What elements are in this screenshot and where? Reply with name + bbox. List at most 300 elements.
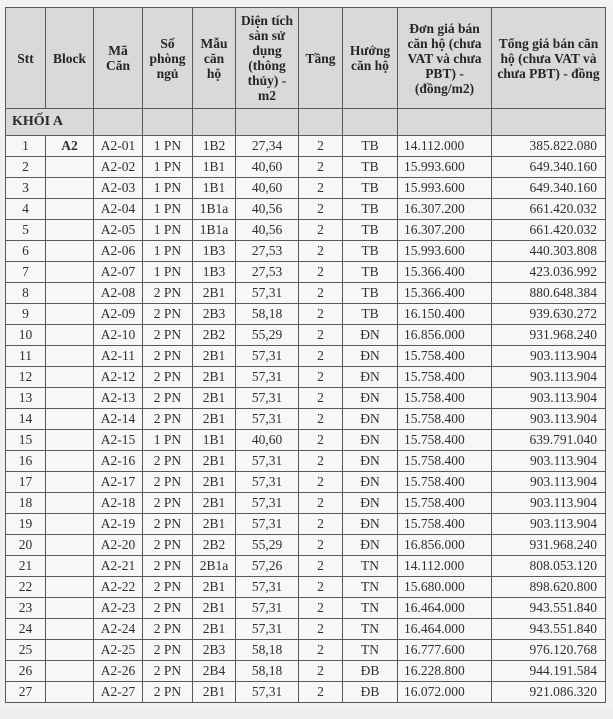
cell-stt: 15 <box>6 430 46 451</box>
cell-tong-gia: 903.113.904 <box>492 388 606 409</box>
cell-mau-can-ho: 2B4 <box>193 661 236 682</box>
table-row <box>6 556 606 577</box>
table-row <box>6 682 606 703</box>
cell-so-phong-ngu: 1 PN <box>143 430 193 451</box>
cell-don-gia: 15.993.600 <box>398 157 492 178</box>
cell-stt: 2 <box>6 157 46 178</box>
cell-stt: 4 <box>6 199 46 220</box>
cell-don-gia: 15.758.400 <box>398 472 492 493</box>
cell-tong-gia: 976.120.768 <box>492 640 606 661</box>
cell-tong-gia: 903.113.904 <box>492 472 606 493</box>
table-row <box>6 325 606 346</box>
cell-mau-can-ho: 2B1 <box>193 598 236 619</box>
cell-tang: 2 <box>299 283 343 304</box>
cell-stt: 23 <box>6 598 46 619</box>
cell-ma-can: A2-09 <box>94 304 143 325</box>
cell-block <box>46 157 94 178</box>
cell-so-phong-ngu: 2 PN <box>143 682 193 703</box>
cell-tong-gia: 943.551.840 <box>492 598 606 619</box>
cell-so-phong-ngu: 2 PN <box>143 346 193 367</box>
cell-mau-can-ho: 2B1 <box>193 367 236 388</box>
cell-huong: TB <box>343 157 398 178</box>
cell-stt: 6 <box>6 241 46 262</box>
cell-mau-can-ho: 1B1a <box>193 199 236 220</box>
table-row <box>6 514 606 535</box>
cell-don-gia: 15.993.600 <box>398 178 492 199</box>
cell-stt: 10 <box>6 325 46 346</box>
cell-dien-tich: 27,34 <box>236 136 299 157</box>
table-row <box>6 535 606 556</box>
cell-huong: TB <box>343 262 398 283</box>
cell-tong-gia: 943.551.840 <box>492 619 606 640</box>
cell-dien-tich: 27,53 <box>236 262 299 283</box>
cell-tang: 2 <box>299 136 343 157</box>
cell-dien-tich: 57,31 <box>236 367 299 388</box>
cell-block <box>46 241 94 262</box>
cell-dien-tich: 27,53 <box>236 241 299 262</box>
cell-block <box>46 388 94 409</box>
cell-don-gia: 15.680.000 <box>398 577 492 598</box>
cell-mau-can-ho: 2B1 <box>193 388 236 409</box>
cell-block <box>46 346 94 367</box>
cell-don-gia: 16.150.400 <box>398 304 492 325</box>
table-row <box>6 577 606 598</box>
cell-huong: ĐN <box>343 409 398 430</box>
cell-tang: 2 <box>299 619 343 640</box>
cell-so-phong-ngu: 2 PN <box>143 472 193 493</box>
table-row <box>6 220 606 241</box>
cell-block <box>46 409 94 430</box>
cell-huong: ĐN <box>343 430 398 451</box>
cell-ma-can: A2-02 <box>94 157 143 178</box>
cell-so-phong-ngu: 2 PN <box>143 640 193 661</box>
group-cell-empty <box>236 109 299 136</box>
table-row <box>6 409 606 430</box>
group-cell-empty <box>398 109 492 136</box>
cell-don-gia: 16.307.200 <box>398 199 492 220</box>
cell-tang: 2 <box>299 367 343 388</box>
header-so-phong-ngu: Số phòng ngủ <box>143 8 193 109</box>
cell-block <box>46 199 94 220</box>
cell-so-phong-ngu: 2 PN <box>143 661 193 682</box>
cell-dien-tich: 58,18 <box>236 640 299 661</box>
cell-huong: ĐN <box>343 493 398 514</box>
cell-huong: ĐN <box>343 325 398 346</box>
cell-tang: 2 <box>299 178 343 199</box>
cell-ma-can: A2-05 <box>94 220 143 241</box>
table-row <box>6 472 606 493</box>
cell-ma-can: A2-22 <box>94 577 143 598</box>
cell-tang: 2 <box>299 661 343 682</box>
cell-block <box>46 178 94 199</box>
cell-tong-gia: 898.620.800 <box>492 577 606 598</box>
group-cell-empty <box>143 109 193 136</box>
group-cell-empty <box>193 109 236 136</box>
cell-dien-tich: 57,31 <box>236 451 299 472</box>
cell-tong-gia: 903.113.904 <box>492 451 606 472</box>
cell-ma-can: A2-24 <box>94 619 143 640</box>
apartment-price-table <box>5 7 606 703</box>
cell-ma-can: A2-27 <box>94 682 143 703</box>
cell-huong: ĐN <box>343 514 398 535</box>
table-row <box>6 136 606 157</box>
cell-tang: 2 <box>299 451 343 472</box>
cell-mau-can-ho: 2B1 <box>193 346 236 367</box>
cell-don-gia: 16.228.800 <box>398 661 492 682</box>
cell-don-gia: 16.307.200 <box>398 220 492 241</box>
table-row <box>6 283 606 304</box>
cell-ma-can: A2-08 <box>94 283 143 304</box>
cell-block <box>46 682 94 703</box>
page-top-margin <box>0 0 613 7</box>
cell-so-phong-ngu: 1 PN <box>143 178 193 199</box>
cell-tong-gia: 639.791.040 <box>492 430 606 451</box>
cell-so-phong-ngu: 2 PN <box>143 514 193 535</box>
cell-tong-gia: 903.113.904 <box>492 514 606 535</box>
cell-mau-can-ho: 2B1 <box>193 577 236 598</box>
cell-block <box>46 367 94 388</box>
cell-tang: 2 <box>299 556 343 577</box>
cell-mau-can-ho: 1B2 <box>193 136 236 157</box>
cell-mau-can-ho: 2B1 <box>193 283 236 304</box>
group-row-khoi-a <box>6 109 606 136</box>
cell-tong-gia: 880.648.384 <box>492 283 606 304</box>
cell-tong-gia: 921.086.320 <box>492 682 606 703</box>
cell-don-gia: 16.856.000 <box>398 535 492 556</box>
cell-mau-can-ho: 2B1 <box>193 451 236 472</box>
cell-stt: 20 <box>6 535 46 556</box>
cell-tang: 2 <box>299 325 343 346</box>
cell-dien-tich: 40,60 <box>236 178 299 199</box>
table-row <box>6 262 606 283</box>
table-row <box>6 493 606 514</box>
cell-tang: 2 <box>299 577 343 598</box>
cell-don-gia: 15.993.600 <box>398 241 492 262</box>
table-row <box>6 199 606 220</box>
cell-tong-gia: 931.968.240 <box>492 325 606 346</box>
cell-so-phong-ngu: 1 PN <box>143 157 193 178</box>
header-huong: Hướng căn hộ <box>343 8 398 109</box>
cell-don-gia: 15.758.400 <box>398 388 492 409</box>
cell-so-phong-ngu: 1 PN <box>143 262 193 283</box>
cell-dien-tich: 40,56 <box>236 220 299 241</box>
cell-don-gia: 15.366.400 <box>398 283 492 304</box>
cell-so-phong-ngu: 2 PN <box>143 598 193 619</box>
cell-block <box>46 451 94 472</box>
cell-tong-gia: 385.822.080 <box>492 136 606 157</box>
cell-dien-tich: 57,31 <box>236 388 299 409</box>
cell-block <box>46 283 94 304</box>
cell-huong: ĐN <box>343 388 398 409</box>
table-row <box>6 178 606 199</box>
cell-dien-tich: 57,26 <box>236 556 299 577</box>
cell-stt: 24 <box>6 619 46 640</box>
cell-so-phong-ngu: 2 PN <box>143 388 193 409</box>
cell-dien-tich: 55,29 <box>236 535 299 556</box>
cell-ma-can: A2-21 <box>94 556 143 577</box>
cell-block <box>46 262 94 283</box>
cell-dien-tich: 57,31 <box>236 346 299 367</box>
cell-mau-can-ho: 2B1 <box>193 493 236 514</box>
page-bottom-margin <box>0 710 613 719</box>
table-row <box>6 157 606 178</box>
cell-ma-can: A2-25 <box>94 640 143 661</box>
cell-dien-tich: 58,18 <box>236 304 299 325</box>
cell-so-phong-ngu: 1 PN <box>143 220 193 241</box>
cell-dien-tich: 57,31 <box>236 493 299 514</box>
cell-so-phong-ngu: 2 PN <box>143 325 193 346</box>
cell-don-gia: 15.758.400 <box>398 346 492 367</box>
cell-tong-gia: 423.036.992 <box>492 262 606 283</box>
cell-so-phong-ngu: 1 PN <box>143 199 193 220</box>
table-row <box>6 388 606 409</box>
cell-tang: 2 <box>299 409 343 430</box>
cell-ma-can: A2-26 <box>94 661 143 682</box>
cell-huong: TN <box>343 619 398 640</box>
cell-don-gia: 15.758.400 <box>398 367 492 388</box>
cell-stt: 8 <box>6 283 46 304</box>
cell-ma-can: A2-11 <box>94 346 143 367</box>
cell-so-phong-ngu: 1 PN <box>143 241 193 262</box>
cell-block <box>46 325 94 346</box>
cell-dien-tich: 57,31 <box>236 514 299 535</box>
cell-tong-gia: 661.420.032 <box>492 220 606 241</box>
cell-mau-can-ho: 2B1 <box>193 682 236 703</box>
cell-tang: 2 <box>299 514 343 535</box>
cell-mau-can-ho: 1B1 <box>193 430 236 451</box>
cell-block <box>46 619 94 640</box>
cell-dien-tich: 55,29 <box>236 325 299 346</box>
cell-tong-gia: 649.340.160 <box>492 178 606 199</box>
cell-huong: TB <box>343 304 398 325</box>
cell-so-phong-ngu: 2 PN <box>143 577 193 598</box>
cell-stt: 21 <box>6 556 46 577</box>
cell-mau-can-ho: 2B1 <box>193 514 236 535</box>
cell-tong-gia: 931.968.240 <box>492 535 606 556</box>
cell-tang: 2 <box>299 241 343 262</box>
cell-tang: 2 <box>299 472 343 493</box>
cell-stt: 11 <box>6 346 46 367</box>
cell-huong: ĐB <box>343 682 398 703</box>
cell-don-gia: 16.464.000 <box>398 598 492 619</box>
cell-don-gia: 14.112.000 <box>398 136 492 157</box>
table-row <box>6 430 606 451</box>
cell-so-phong-ngu: 2 PN <box>143 619 193 640</box>
cell-so-phong-ngu: 2 PN <box>143 367 193 388</box>
cell-huong: TB <box>343 136 398 157</box>
cell-dien-tich: 57,31 <box>236 619 299 640</box>
cell-ma-can: A2-04 <box>94 199 143 220</box>
cell-tang: 2 <box>299 388 343 409</box>
cell-tong-gia: 939.630.272 <box>492 304 606 325</box>
cell-block <box>46 556 94 577</box>
cell-huong: ĐB <box>343 661 398 682</box>
cell-so-phong-ngu: 1 PN <box>143 136 193 157</box>
cell-tang: 2 <box>299 598 343 619</box>
cell-block <box>46 598 94 619</box>
cell-don-gia: 14.112.000 <box>398 556 492 577</box>
cell-ma-can: A2-20 <box>94 535 143 556</box>
cell-huong: TB <box>343 220 398 241</box>
cell-huong: TB <box>343 178 398 199</box>
cell-tang: 2 <box>299 304 343 325</box>
cell-block <box>46 304 94 325</box>
cell-stt: 1 <box>6 136 46 157</box>
cell-don-gia: 15.758.400 <box>398 451 492 472</box>
cell-huong: ĐN <box>343 346 398 367</box>
cell-huong: TB <box>343 199 398 220</box>
header-mau-can-ho: Mẫu căn hộ <box>193 8 236 109</box>
cell-stt: 19 <box>6 514 46 535</box>
cell-don-gia: 15.366.400 <box>398 262 492 283</box>
cell-tong-gia: 903.113.904 <box>492 493 606 514</box>
cell-so-phong-ngu: 2 PN <box>143 493 193 514</box>
cell-ma-can: A2-13 <box>94 388 143 409</box>
cell-ma-can: A2-18 <box>94 493 143 514</box>
cell-block <box>46 472 94 493</box>
cell-mau-can-ho: 2B2 <box>193 535 236 556</box>
cell-so-phong-ngu: 2 PN <box>143 283 193 304</box>
cell-huong: TN <box>343 577 398 598</box>
cell-huong: ĐN <box>343 535 398 556</box>
cell-tong-gia: 808.053.120 <box>492 556 606 577</box>
cell-huong: TB <box>343 241 398 262</box>
cell-block: A2 <box>46 136 94 157</box>
table-row <box>6 640 606 661</box>
cell-ma-can: A2-16 <box>94 451 143 472</box>
cell-mau-can-ho: 1B1a <box>193 220 236 241</box>
cell-ma-can: A2-23 <box>94 598 143 619</box>
cell-mau-can-ho: 1B1 <box>193 157 236 178</box>
cell-stt: 22 <box>6 577 46 598</box>
cell-block <box>46 220 94 241</box>
cell-tang: 2 <box>299 346 343 367</box>
table-header-row <box>6 8 606 109</box>
cell-huong: TN <box>343 598 398 619</box>
header-ma-can: Mã Căn <box>94 8 143 109</box>
cell-mau-can-ho: 1B1 <box>193 178 236 199</box>
header-dien-tich: Diện tích sàn sử dụng (thông thủy) - m2 <box>236 8 299 109</box>
cell-so-phong-ngu: 2 PN <box>143 409 193 430</box>
cell-ma-can: A2-15 <box>94 430 143 451</box>
cell-dien-tich: 40,60 <box>236 157 299 178</box>
cell-don-gia: 16.072.000 <box>398 682 492 703</box>
cell-don-gia: 15.758.400 <box>398 409 492 430</box>
cell-tong-gia: 903.113.904 <box>492 367 606 388</box>
cell-stt: 26 <box>6 661 46 682</box>
cell-stt: 5 <box>6 220 46 241</box>
cell-don-gia: 16.777.600 <box>398 640 492 661</box>
cell-block <box>46 661 94 682</box>
cell-tang: 2 <box>299 430 343 451</box>
header-stt: Stt <box>6 8 46 109</box>
cell-stt: 25 <box>6 640 46 661</box>
cell-block <box>46 493 94 514</box>
cell-don-gia: 16.856.000 <box>398 325 492 346</box>
header-don-gia: Đơn giá bán căn hộ (chưa VAT và chưa PBT) - (đồng/m2) <box>398 8 492 109</box>
cell-don-gia: 15.758.400 <box>398 430 492 451</box>
cell-stt: 18 <box>6 493 46 514</box>
group-label: KHỐI A <box>6 109 94 136</box>
cell-mau-can-ho: 2B3 <box>193 304 236 325</box>
cell-so-phong-ngu: 2 PN <box>143 535 193 556</box>
cell-so-phong-ngu: 2 PN <box>143 451 193 472</box>
cell-don-gia: 16.464.000 <box>398 619 492 640</box>
cell-block <box>46 577 94 598</box>
cell-tang: 2 <box>299 199 343 220</box>
cell-tang: 2 <box>299 220 343 241</box>
cell-stt: 16 <box>6 451 46 472</box>
cell-so-phong-ngu: 2 PN <box>143 556 193 577</box>
cell-tong-gia: 661.420.032 <box>492 199 606 220</box>
cell-huong: TB <box>343 283 398 304</box>
cell-tang: 2 <box>299 640 343 661</box>
table-row <box>6 661 606 682</box>
cell-mau-can-ho: 2B3 <box>193 640 236 661</box>
cell-ma-can: A2-07 <box>94 262 143 283</box>
cell-tong-gia: 944.191.584 <box>492 661 606 682</box>
cell-ma-can: A2-14 <box>94 409 143 430</box>
cell-block <box>46 514 94 535</box>
cell-mau-can-ho: 1B3 <box>193 241 236 262</box>
group-cell-empty <box>299 109 343 136</box>
group-cell-empty <box>94 109 143 136</box>
table-row <box>6 241 606 262</box>
cell-ma-can: A2-03 <box>94 178 143 199</box>
cell-huong: TN <box>343 556 398 577</box>
cell-tang: 2 <box>299 157 343 178</box>
cell-dien-tich: 58,18 <box>236 661 299 682</box>
cell-tong-gia: 649.340.160 <box>492 157 606 178</box>
cell-so-phong-ngu: 2 PN <box>143 304 193 325</box>
cell-mau-can-ho: 2B2 <box>193 325 236 346</box>
cell-tong-gia: 903.113.904 <box>492 346 606 367</box>
cell-dien-tich: 40,60 <box>236 430 299 451</box>
cell-tang: 2 <box>299 262 343 283</box>
cell-dien-tich: 57,31 <box>236 472 299 493</box>
group-cell-empty <box>492 109 606 136</box>
cell-don-gia: 15.758.400 <box>398 514 492 535</box>
cell-ma-can: A2-10 <box>94 325 143 346</box>
cell-stt: 7 <box>6 262 46 283</box>
cell-stt: 9 <box>6 304 46 325</box>
cell-dien-tich: 57,31 <box>236 283 299 304</box>
cell-tang: 2 <box>299 535 343 556</box>
cell-block <box>46 430 94 451</box>
table-row <box>6 451 606 472</box>
cell-huong: ĐN <box>343 367 398 388</box>
cell-dien-tich: 57,31 <box>236 598 299 619</box>
cell-huong: TN <box>343 640 398 661</box>
table-row <box>6 346 606 367</box>
cell-tong-gia: 440.303.808 <box>492 241 606 262</box>
cell-dien-tich: 40,56 <box>236 199 299 220</box>
cell-ma-can: A2-17 <box>94 472 143 493</box>
cell-ma-can: A2-01 <box>94 136 143 157</box>
cell-stt: 3 <box>6 178 46 199</box>
cell-dien-tich: 57,31 <box>236 577 299 598</box>
group-cell-empty <box>343 109 398 136</box>
table-row <box>6 367 606 388</box>
cell-tong-gia: 903.113.904 <box>492 409 606 430</box>
table-row <box>6 304 606 325</box>
cell-mau-can-ho: 2B1 <box>193 409 236 430</box>
cell-stt: 17 <box>6 472 46 493</box>
cell-stt: 12 <box>6 367 46 388</box>
cell-mau-can-ho: 2B1 <box>193 472 236 493</box>
cell-block <box>46 535 94 556</box>
cell-block <box>46 640 94 661</box>
